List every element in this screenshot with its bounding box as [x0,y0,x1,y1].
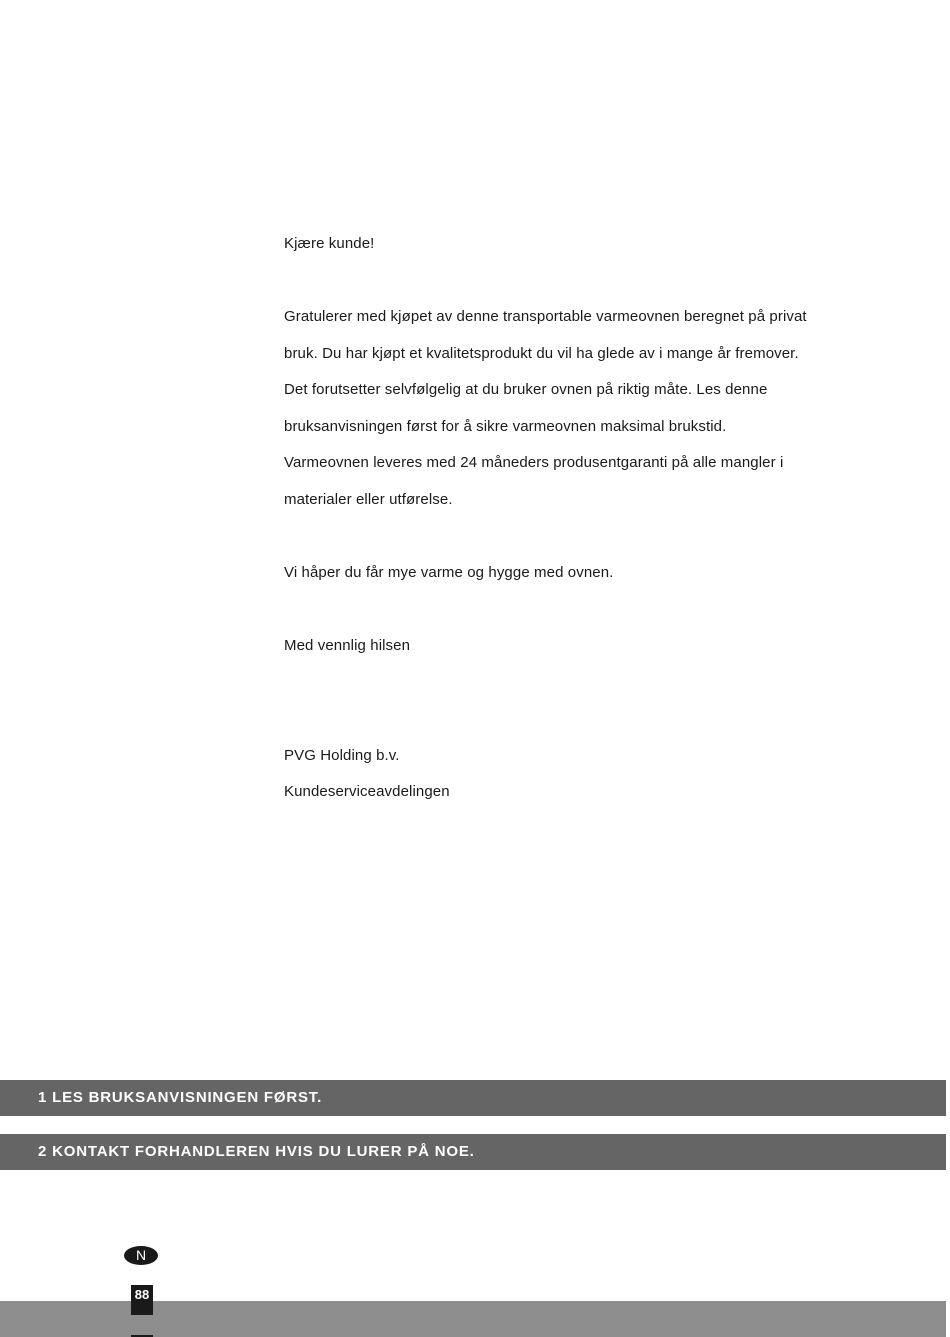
paragraph-line: bruksanvisningen først for å sikre varmeovnen maksimal brukstid. [284,418,727,435]
language-badge: N [124,1246,158,1265]
notice-bar-1 [0,1080,946,1116]
page-number: 88 [131,1285,153,1315]
notice-text-2: 2 KONTAKT FORHANDLEREN HVIS DU LURER PÅ NOE. [38,1143,475,1160]
closing-line: Med vennlig hilsen [284,637,411,654]
wish-line: Vi håper du får mye varme og hygge med ovnen. [284,564,614,581]
notice-bar-2 [0,1134,946,1170]
paragraph-line: bruk. Du har kjøpt et kvalitetsprodukt du vil ha glede av i mange år fremover. [284,345,799,362]
paragraph-line: materialer eller utførelse. [284,491,453,508]
paragraph-line: Varmeovnen leveres med 24 måneders produsentgaranti på alle mangler i [284,454,784,471]
company-name: PVG Holding b.v. [284,747,400,764]
paragraph-line: Gratulerer med kjøpet av denne transportable varmeovnen beregnet på privat [284,308,807,325]
paragraph-line: Det forutsetter selvfølgelig at du bruker ovnen på riktig måte. Les denne [284,381,768,398]
department-name: Kundeserviceavdelingen [284,783,450,800]
notice-text-1: 1 LES BRUKSANVISNINGEN FØRST. [38,1089,323,1106]
greeting: Kjære kunde! [284,235,375,252]
